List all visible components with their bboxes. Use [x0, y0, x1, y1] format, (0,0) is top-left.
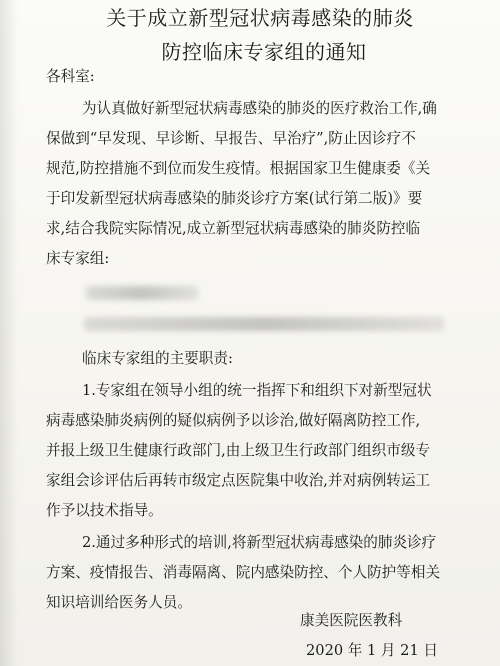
duty-2-line-2: 方案、疫情报告、消毒隔离、院内感染防控、个人防护等相关 [46, 564, 441, 581]
duty-1-line-4: 家组会诊评估后再转市级定点医院集中收治,并对病例转运工 [46, 472, 431, 489]
duties-heading: 临床专家组的主要职责: [82, 350, 233, 367]
redacted-member-line-1 [86, 286, 198, 300]
duty-1-line-3: 并报上级卫生健康行政部门,由上级卫生行政部门组织市级专 [46, 442, 431, 459]
paragraph-1-line-5: 求,结合我院实际情况,成立新型冠状病毒感染的肺炎防控临 [46, 220, 421, 237]
paragraph-1-line-2: 保做到“早发现、早诊断、早报告、早治疗”,防止因诊疗不 [46, 130, 416, 147]
redacted-member-line-2 [84, 317, 444, 331]
paragraph-1-line-3: 规范,防控措施不到位而发生疫情。根据国家卫生健康委《关 [46, 160, 431, 177]
paragraph-1-line-4: 于印发新型冠状病毒感染的肺炎诊疗方案(试行第二版)》要 [46, 190, 423, 207]
signature-organization: 康美医院医教科 [300, 612, 403, 629]
duty-1-line-1: 1.专家组在领导小组的统一指挥下和组织下对新型冠状 [82, 382, 432, 399]
duty-2-line-1: 2.通过多种形式的培训,将新型冠状病毒感染的肺炎诊疗 [82, 534, 437, 551]
document-title-line-1: 关于成立新型冠状病毒感染的肺炎 [106, 6, 414, 30]
salutation: 各科室: [46, 68, 95, 85]
paragraph-1-line-1: 为认真做好新型冠状病毒感染的肺炎的医疗救治工作,确 [82, 100, 437, 117]
document-title-line-2: 防控临床专家组的通知 [161, 40, 367, 64]
signature-date: 2020 年 1 月 21 日 [306, 642, 438, 659]
duty-1-line-2: 病毒感染肺炎病例的疑似病例予以诊治,做好隔离防控工作, [46, 412, 421, 429]
page-edge-shadow [0, 0, 18, 666]
paragraph-1-line-6: 床专家组: [46, 250, 110, 267]
duty-1-line-5: 作予以技术指导。 [46, 502, 163, 519]
duty-2-line-3: 知识培训给医务人员。 [46, 594, 192, 611]
